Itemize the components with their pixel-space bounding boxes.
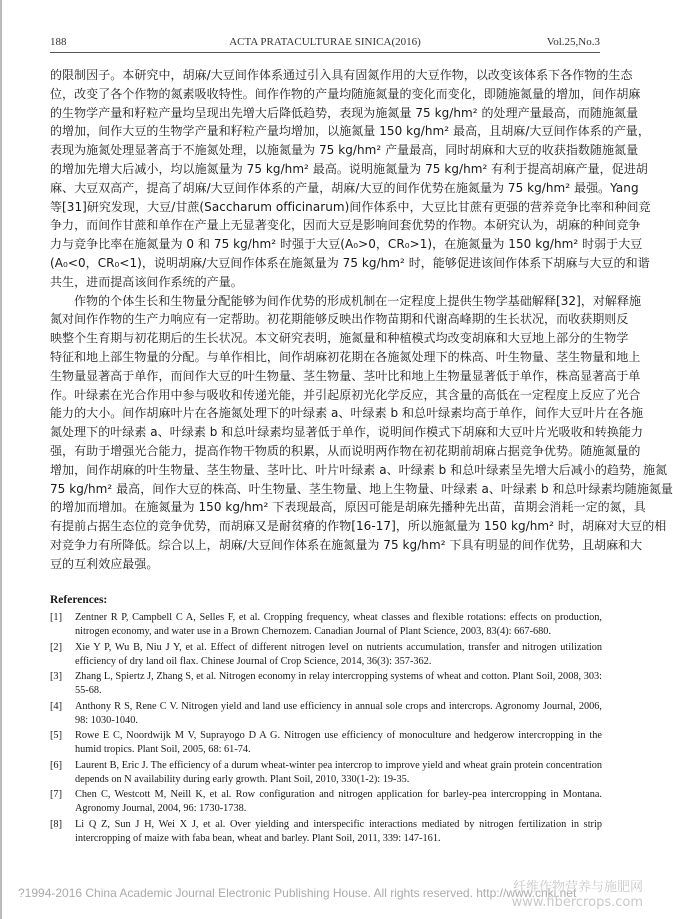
- reference-text: Zhang L, Spiertz J, Zhang S, et al. Nitrogen economy in relay intercropping systems of wheat and cotton. Plant Soil, 2008, 303: 55-68.: [75, 671, 602, 696]
- reference-item: [50, 759, 602, 787]
- text-line: 的增加而增加。在施氮量为 150 kg/hm² 下表现最高，原因可能是胡麻先播种先出苗，苗期会消耗一定的氮，具: [50, 500, 646, 515]
- text-line: 氮对间作作物的生产力响应有一定帮助。初花期能够反映出作物苗期和代谢高峰期的生长状况，而收获期则反: [50, 312, 629, 327]
- text-line: 力与竞争比率在施氮量为 0 和 75 kg/hm² 时强于大豆(A₀>0，CR₀>1)，在施氮量为 150 kg/hm² 时弱于大豆: [50, 237, 643, 252]
- reference-number: [8]: [50, 818, 63, 830]
- reference-number: [7]: [50, 789, 63, 800]
- text-line: 的增加，间作大豆的生物学产量和籽粒产量均增加，以施氮量 150 kg/hm² 最高，且胡麻/大豆间作体系的产量，: [50, 124, 650, 139]
- text-line: 的限制因子。本研究中，胡麻/大豆间作体系通过引入具有固氮作用的大豆作物，以改变该体系下各作物的生态: [50, 68, 633, 82]
- reference-item: [50, 818, 602, 846]
- text-line: 麻、大豆双高产，提高了胡麻/大豆间作体系的产量，胡麻/大豆的间作优势在施氮量为 75 kg/hm² 最强。Yang: [50, 180, 639, 195]
- text-line: 作物的个体生长和生物量分配能够为间作优势的形成机制在一定程度上提供生物学基础解释[32]，对解释施: [74, 293, 642, 308]
- reference-number: [6]: [50, 759, 63, 771]
- text-line: 的增加先增大后减小，均以施氮量为 75 kg/hm² 最高。说明施氮量为 75 kg/hm² 有利于提高胡麻产量，促进胡: [50, 161, 648, 176]
- reference-item: [50, 670, 602, 698]
- reference-number: [1]: [50, 612, 63, 623]
- text-line: 表现为施氮处理显著高于不施氮处理，以施氮量为 75 kg/hm² 产量最高，同时胡麻和大豆的收获指数随施氮量: [50, 143, 639, 158]
- references-list: [50, 611, 602, 847]
- text-line: 位，改变了各个作物的氮素吸收特性。间作作物的产量均随施氮量的变化而变化，即随施氮量的增加，间作胡麻: [50, 86, 641, 101]
- reference-number: [4]: [50, 700, 63, 712]
- header-rule: [50, 52, 600, 53]
- reference-number: [5]: [50, 730, 63, 741]
- text-line: 能力的大小。间作胡麻叶片在各施氮处理下的叶绿素 a、叶绿素 b 和总叶绿素均高于单作，间作大豆叶片在各施: [50, 406, 644, 421]
- text-line: 75 kg/hm² 最高，间作大豆的株高、叶生物量、茎生物量、地上生物量、叶绿素 a、叶绿素 b 和总叶绿素均随施氮量: [50, 481, 673, 496]
- text-line: 有提前占据生态位的竞争优势，而胡麻又是耐贫瘠的作物[16-17]，所以施氮量为 150 kg/hm² 时，胡麻对大豆的相: [50, 519, 667, 534]
- journal-title: ACTA PRATACULTURAE SINICA(2016): [229, 36, 421, 48]
- text-line: 共生，进而提高该间作系统的产量。: [50, 274, 243, 289]
- text-line: 豆的互利效应最强。: [50, 556, 159, 571]
- reference-number: [3]: [50, 671, 63, 682]
- reference-text: Anthony R S, Rene C V. Nitrogen yield and land use efficiency in annual sole crops and intercrops. Agronomy Journal, 2006, 98: 1030-1040.: [75, 700, 602, 726]
- reference-item: [50, 700, 602, 728]
- watermark-title: 纤维作物营养与施肥网: [512, 880, 643, 895]
- references-heading: References:: [50, 594, 108, 606]
- page-border: [0, 0, 2, 919]
- text-line: 作。叶绿素在光合作用中参与吸收和传递光能，并引起原初光化学反应，其含量的高低在一定程度上反应了光合: [50, 387, 641, 402]
- volume-issue: Vol.25,No.3: [546, 36, 600, 48]
- reference-item: [50, 788, 602, 816]
- text-line: 强，有助于增强光合能力，提高作物干物质的积累，从而说明两作物在初花期前胡麻占据竞争优势。随施氮量的: [50, 443, 641, 458]
- reference-text: Laurent B, Eric J. The efficiency of a durum wheat-winter pea intercrop to improve yield and wheat grain protein concentration depends on N availability during early growth. Plant Soil, 2010, 330(1-2): 19-35.: [75, 759, 602, 785]
- reference-item: [50, 641, 602, 669]
- text-line: 增加，间作胡麻的叶生物量、茎生物量、茎叶比、叶片叶绿素 a、叶绿素 b 和总叶绿素呈先增大后减小的趋势，施氮: [50, 462, 668, 477]
- reference-text: Chen C, Westcott M, Neill K, et al. Row configuration and nitrogen application for barley-pea intercropping in Montana. Agronomy Journal, 2004, 96: 1730-1738.: [75, 789, 602, 814]
- reference-text: Xie Y P, Wu B, Niu J Y, et al. Effect of different nitrogen level on nutrients accumulation, transfer and nitrogen utilization efficiency of dry land oil flax. Chinese Journal of Crop Science, 2014, 36(3): 357-362.: [75, 641, 602, 667]
- reference-text: Zentner R P, Campbell C A, Selles F, et al. Cropping frequency, wheat classes and flexible rotations: effects on production, nitrogen economy, and water use in a Brown Chernozem. Canadian Journal of Plant Science, 2003, 83(4): 667-680.: [75, 612, 602, 637]
- text-line: 的生物学产量和籽粒产量均呈现出先增大后降低趋势，表现为施氮量 75 kg/hm² 的处理产量最高，而随施氮量: [50, 105, 639, 120]
- copyright-footer: ?1994-2016 China Academic Journal Electronic Publishing House. All rights reserved. http://www.cnki.net: [18, 886, 577, 900]
- page-number: 188: [50, 36, 67, 48]
- text-line: 生物量显著高于单作，而间作大豆的叶生物量、茎生物量、茎叶比和地上生物量显著低于单作，株高显著高于单: [50, 368, 641, 383]
- text-line: (A₀<0，CR₀<1)，说明胡麻/大豆间作体系在施氮量为 75 kg/hm² 时，能够促进该间作体系下胡麻与大豆的和谐: [50, 255, 650, 270]
- text-line: 特征和地上部生物量的分配。与单作相比，间作胡麻初花期在各施氮处理下的株高、叶生物量、茎生物量和地上: [50, 349, 641, 364]
- text-line: 争力，而间作甘蔗和单作在产量上无显著变化，因而大豆是影响间套优势的作物。本研究认为，胡麻的种间竞争: [50, 218, 641, 233]
- reference-item: [50, 729, 602, 757]
- reference-text: Rowe E C, Noordwijk M V, Suprayogo D A G. Nitrogen use efficiency of monoculture and hedgerow intercropping in the humid tropics. Plant Soil, 2005, 68: 61-74.: [75, 730, 602, 755]
- running-header: [50, 36, 600, 52]
- reference-text: Li Q Z, Sun J H, Wei X J, et al. Over yielding and interspecific interactions mediated by nitrogen fertilization in strip intercropping of maize with faba bean, wheat and barley. Plant Soil, 2011, 339: 147-161.: [75, 818, 602, 844]
- body-text: [50, 66, 673, 574]
- watermark: [512, 880, 643, 910]
- reference-number: [2]: [50, 641, 63, 653]
- text-line: 氮处理下的叶绿素 a、叶绿素 b 和总叶绿素均显著低于单作，说明间作模式下胡麻和大豆叶片光吸收和转换能力: [50, 425, 644, 440]
- text-line: 映整个生育期与初花期后的生长状况。本文研究表明，施氮量和种植模式均改变胡麻和大豆地上部分的生物学: [50, 331, 629, 346]
- watermark-url: www.fibercrops.com: [511, 895, 643, 910]
- text-line: 对竞争力有所降低。综合以上，胡麻/大豆间作体系在施氮量为 75 kg/hm² 下具有明显的间作优势，且胡麻和大: [50, 537, 643, 552]
- reference-item: [50, 611, 602, 639]
- text-line: 等[31]研究发现，大豆/甘蔗(Saccharum officinarum)间作体系中，大豆比甘蔗有更强的营养竞争比率和种间竞: [50, 199, 651, 214]
